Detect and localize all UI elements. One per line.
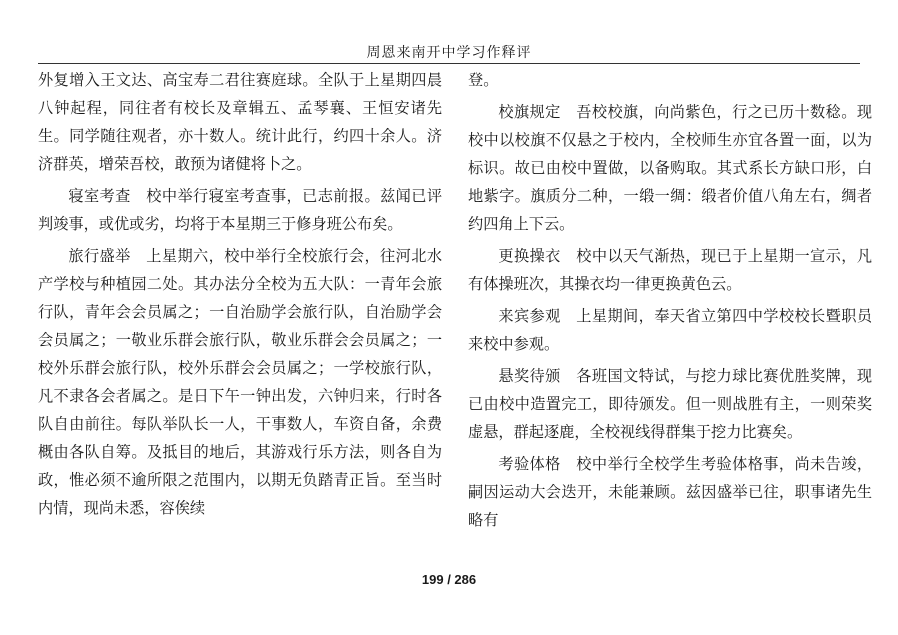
paragraph-visitors: 来宾参观 上星期间，奉天省立第四中学校校长暨职员来校中参观。: [468, 307, 872, 353]
paragraph-dorm-inspection: 寝室考查 校中举行寝室考查事，已志前报。兹闻已评判竣事，或优或劣，均将于本星期三于修身班公布矣。: [38, 187, 442, 233]
paragraph-school-trip: 旅行盛举 上星期六，校中举行全校旅行会，往河北水产学校与种植园二处。其办法分全校为五大队：一青年会旅行队，青年会会员属之；一自治励学会旅行队，自治励学会会员属之；一敬业乐群会旅行队，敬业乐群会会员属之；一校外乐群会旅行队，校外乐群会会员属之；一学校旅行队，凡不隶各会者属之。是日下午一钟出发，六钟归来，行时各队自由前往。每队举队长一人，干事数人，车资自备，余费概由各队自筹。及抵目的地后，其游戏行乐方法，则各自为政，惟必须不逾所限之范围内，以期无负踏青正旨。至当时内情，现尚未悉，容俟续: [38, 247, 442, 517]
paragraph-awards: 悬奖待颁 各班国文特试，与挖力球比赛优胜奖牌，现已由校中造置完工，即待颁发。但一则战胜有主，一则荣奖虚悬，群起逐鹿，全校视线得群集于挖力比赛矣。: [468, 367, 872, 441]
left-column: [38, 66, 442, 570]
running-header: 周恩来南开中学习作释评: [366, 45, 532, 61]
paragraph-continued: 登。: [468, 71, 499, 89]
paragraph-school-flag: 校旗规定 吾校校旗，向尚紫色，行之已历十数稔。现校中以校旗不仅悬之于校内，全校师生亦宜各置一面，以为标识。故已由校中置做，以备购取。其式系长方缺口形，白地紫字。旗质分二种，一缎一绸：缎者价值八角左右，绸者约四角上下云。: [468, 103, 872, 233]
paragraph-continued: 外复增入王文达、高宝寿二君往赛庭球。全队于上星期四晨八钟起程，同往者有校长及章辑五、孟琴襄、王恒安诸先生。同学随往观者，亦十数人。统计此行，约四十余人。济济群英，增荣吾校，敢预为诸健将卜之。: [38, 71, 442, 173]
paragraph-physical-exam: 考验体格 校中举行全校学生考验体格事，尚未告竣，嗣因运动大会迭开，未能兼顾。兹因盛举已往，职事诸先生略有: [468, 455, 872, 529]
page-number: 199 / 286: [421, 572, 477, 587]
right-column: [468, 66, 872, 570]
paragraph-uniform-change: 更换操衣 校中以天气渐热，现已于上星期一宣示，凡有体操班次，其操衣均一律更换黄色云。: [468, 247, 872, 293]
header-rule: [38, 63, 860, 64]
